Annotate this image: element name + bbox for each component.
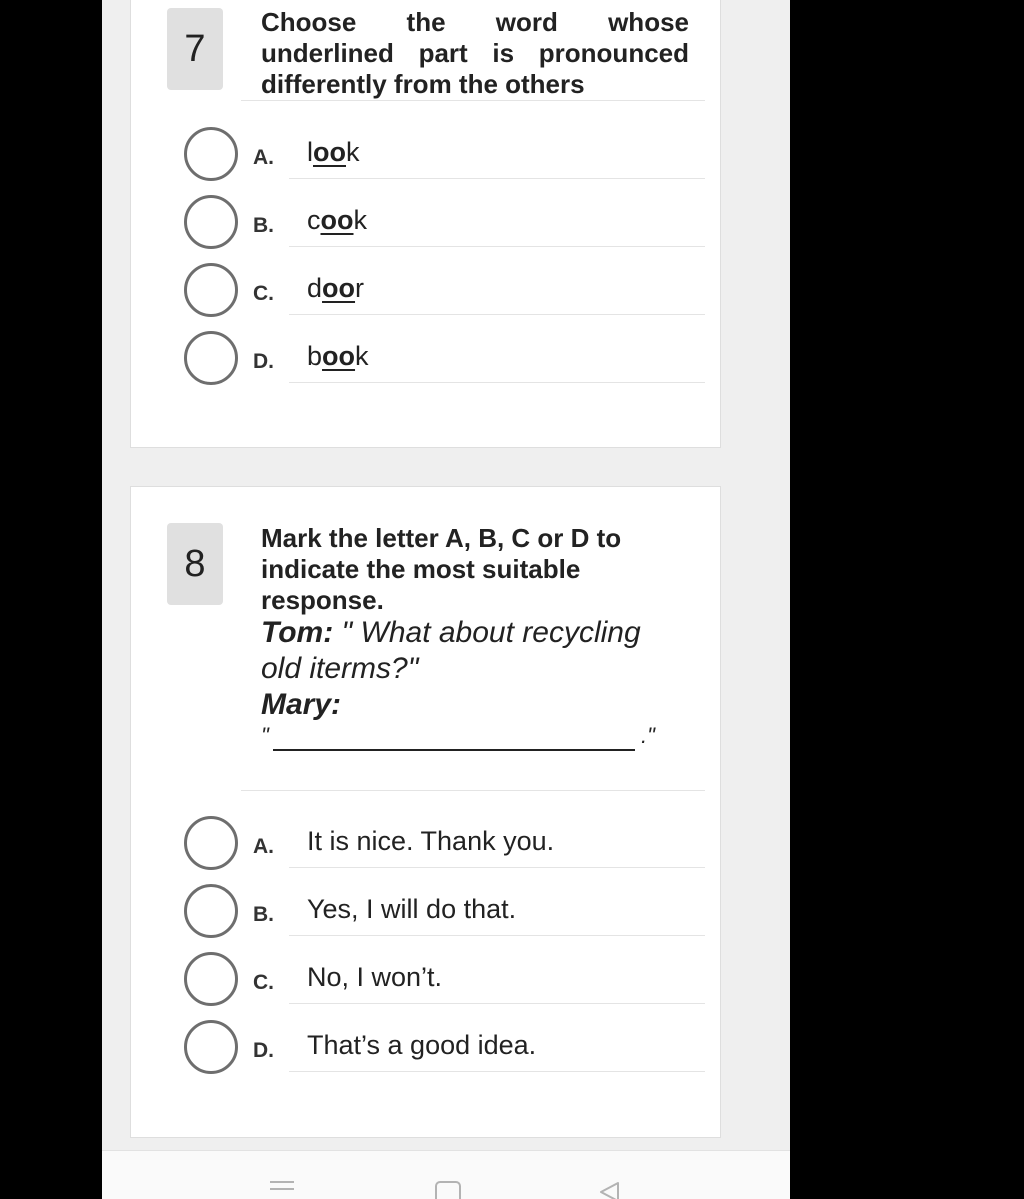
option-b[interactable] xyxy=(183,884,707,948)
menu-icon[interactable] xyxy=(270,1181,294,1195)
question-prompt: Mark the letter A, B, C or D to indicate the most suitable response. xyxy=(261,523,622,615)
underlined-part: oo xyxy=(313,137,346,167)
question-card-8 xyxy=(130,486,721,1138)
option-letter: A. xyxy=(253,146,274,169)
option-divider xyxy=(289,1003,705,1004)
divider xyxy=(241,100,705,101)
underlined-part: oo xyxy=(322,273,356,303)
option-letter: D. xyxy=(253,350,274,373)
option-c[interactable] xyxy=(183,952,707,1016)
option-letter: D. xyxy=(253,1039,274,1062)
option-text: It is nice. Thank you. xyxy=(307,826,555,856)
question-card-7 xyxy=(130,0,721,448)
option-divider xyxy=(289,246,705,247)
dialog-line-mary xyxy=(261,687,689,723)
dialog-line-tom: Tom: " What about recycling old iterms?" xyxy=(261,616,641,685)
option-divider xyxy=(289,382,705,383)
navigation-bar xyxy=(102,1150,790,1199)
question-prompt: Choose the word whose underlined part is pronounced differently from the others xyxy=(261,7,689,99)
radio-button[interactable] xyxy=(184,1020,238,1074)
question-number: 7 xyxy=(167,8,223,90)
option-letter: B. xyxy=(253,903,274,926)
speaker-name: Tom: xyxy=(261,616,334,649)
option-b[interactable] xyxy=(183,195,707,259)
option-d[interactable] xyxy=(183,1020,707,1084)
radio-button[interactable] xyxy=(184,331,238,385)
option-divider xyxy=(289,314,705,315)
underlined-part: oo xyxy=(322,341,356,371)
option-divider xyxy=(289,178,705,179)
underlined-part: oo xyxy=(320,205,354,235)
option-divider xyxy=(289,1071,705,1072)
speaker-name: Mary: xyxy=(261,688,342,721)
option-text: look xyxy=(307,137,360,167)
radio-button[interactable] xyxy=(184,952,238,1006)
option-letter: B. xyxy=(253,214,274,237)
option-a[interactable] xyxy=(183,816,707,880)
option-d[interactable] xyxy=(183,331,707,395)
option-letter: C. xyxy=(253,971,274,994)
radio-button[interactable] xyxy=(184,127,238,181)
quiz-screen xyxy=(102,0,790,1199)
option-text: book xyxy=(307,341,369,371)
option-letter: A. xyxy=(253,835,274,858)
home-icon[interactable] xyxy=(435,1181,461,1199)
option-text: No, I won’t. xyxy=(307,962,443,992)
option-letter: C. xyxy=(253,282,274,305)
radio-button[interactable] xyxy=(184,263,238,317)
option-text: cook xyxy=(307,205,367,235)
answer-blank: " ." xyxy=(261,723,691,759)
option-divider xyxy=(289,867,705,868)
divider xyxy=(241,790,705,791)
radio-button[interactable] xyxy=(184,195,238,249)
option-text: door xyxy=(307,273,365,303)
option-text: Yes, I will do that. xyxy=(307,894,517,924)
radio-button[interactable] xyxy=(184,816,238,870)
option-text: That’s a good idea. xyxy=(307,1030,537,1060)
option-c[interactable] xyxy=(183,263,707,327)
question-number: 8 xyxy=(167,523,223,605)
back-icon[interactable] xyxy=(598,1181,620,1199)
option-divider xyxy=(289,935,705,936)
option-a[interactable] xyxy=(183,127,707,191)
radio-button[interactable] xyxy=(184,884,238,938)
